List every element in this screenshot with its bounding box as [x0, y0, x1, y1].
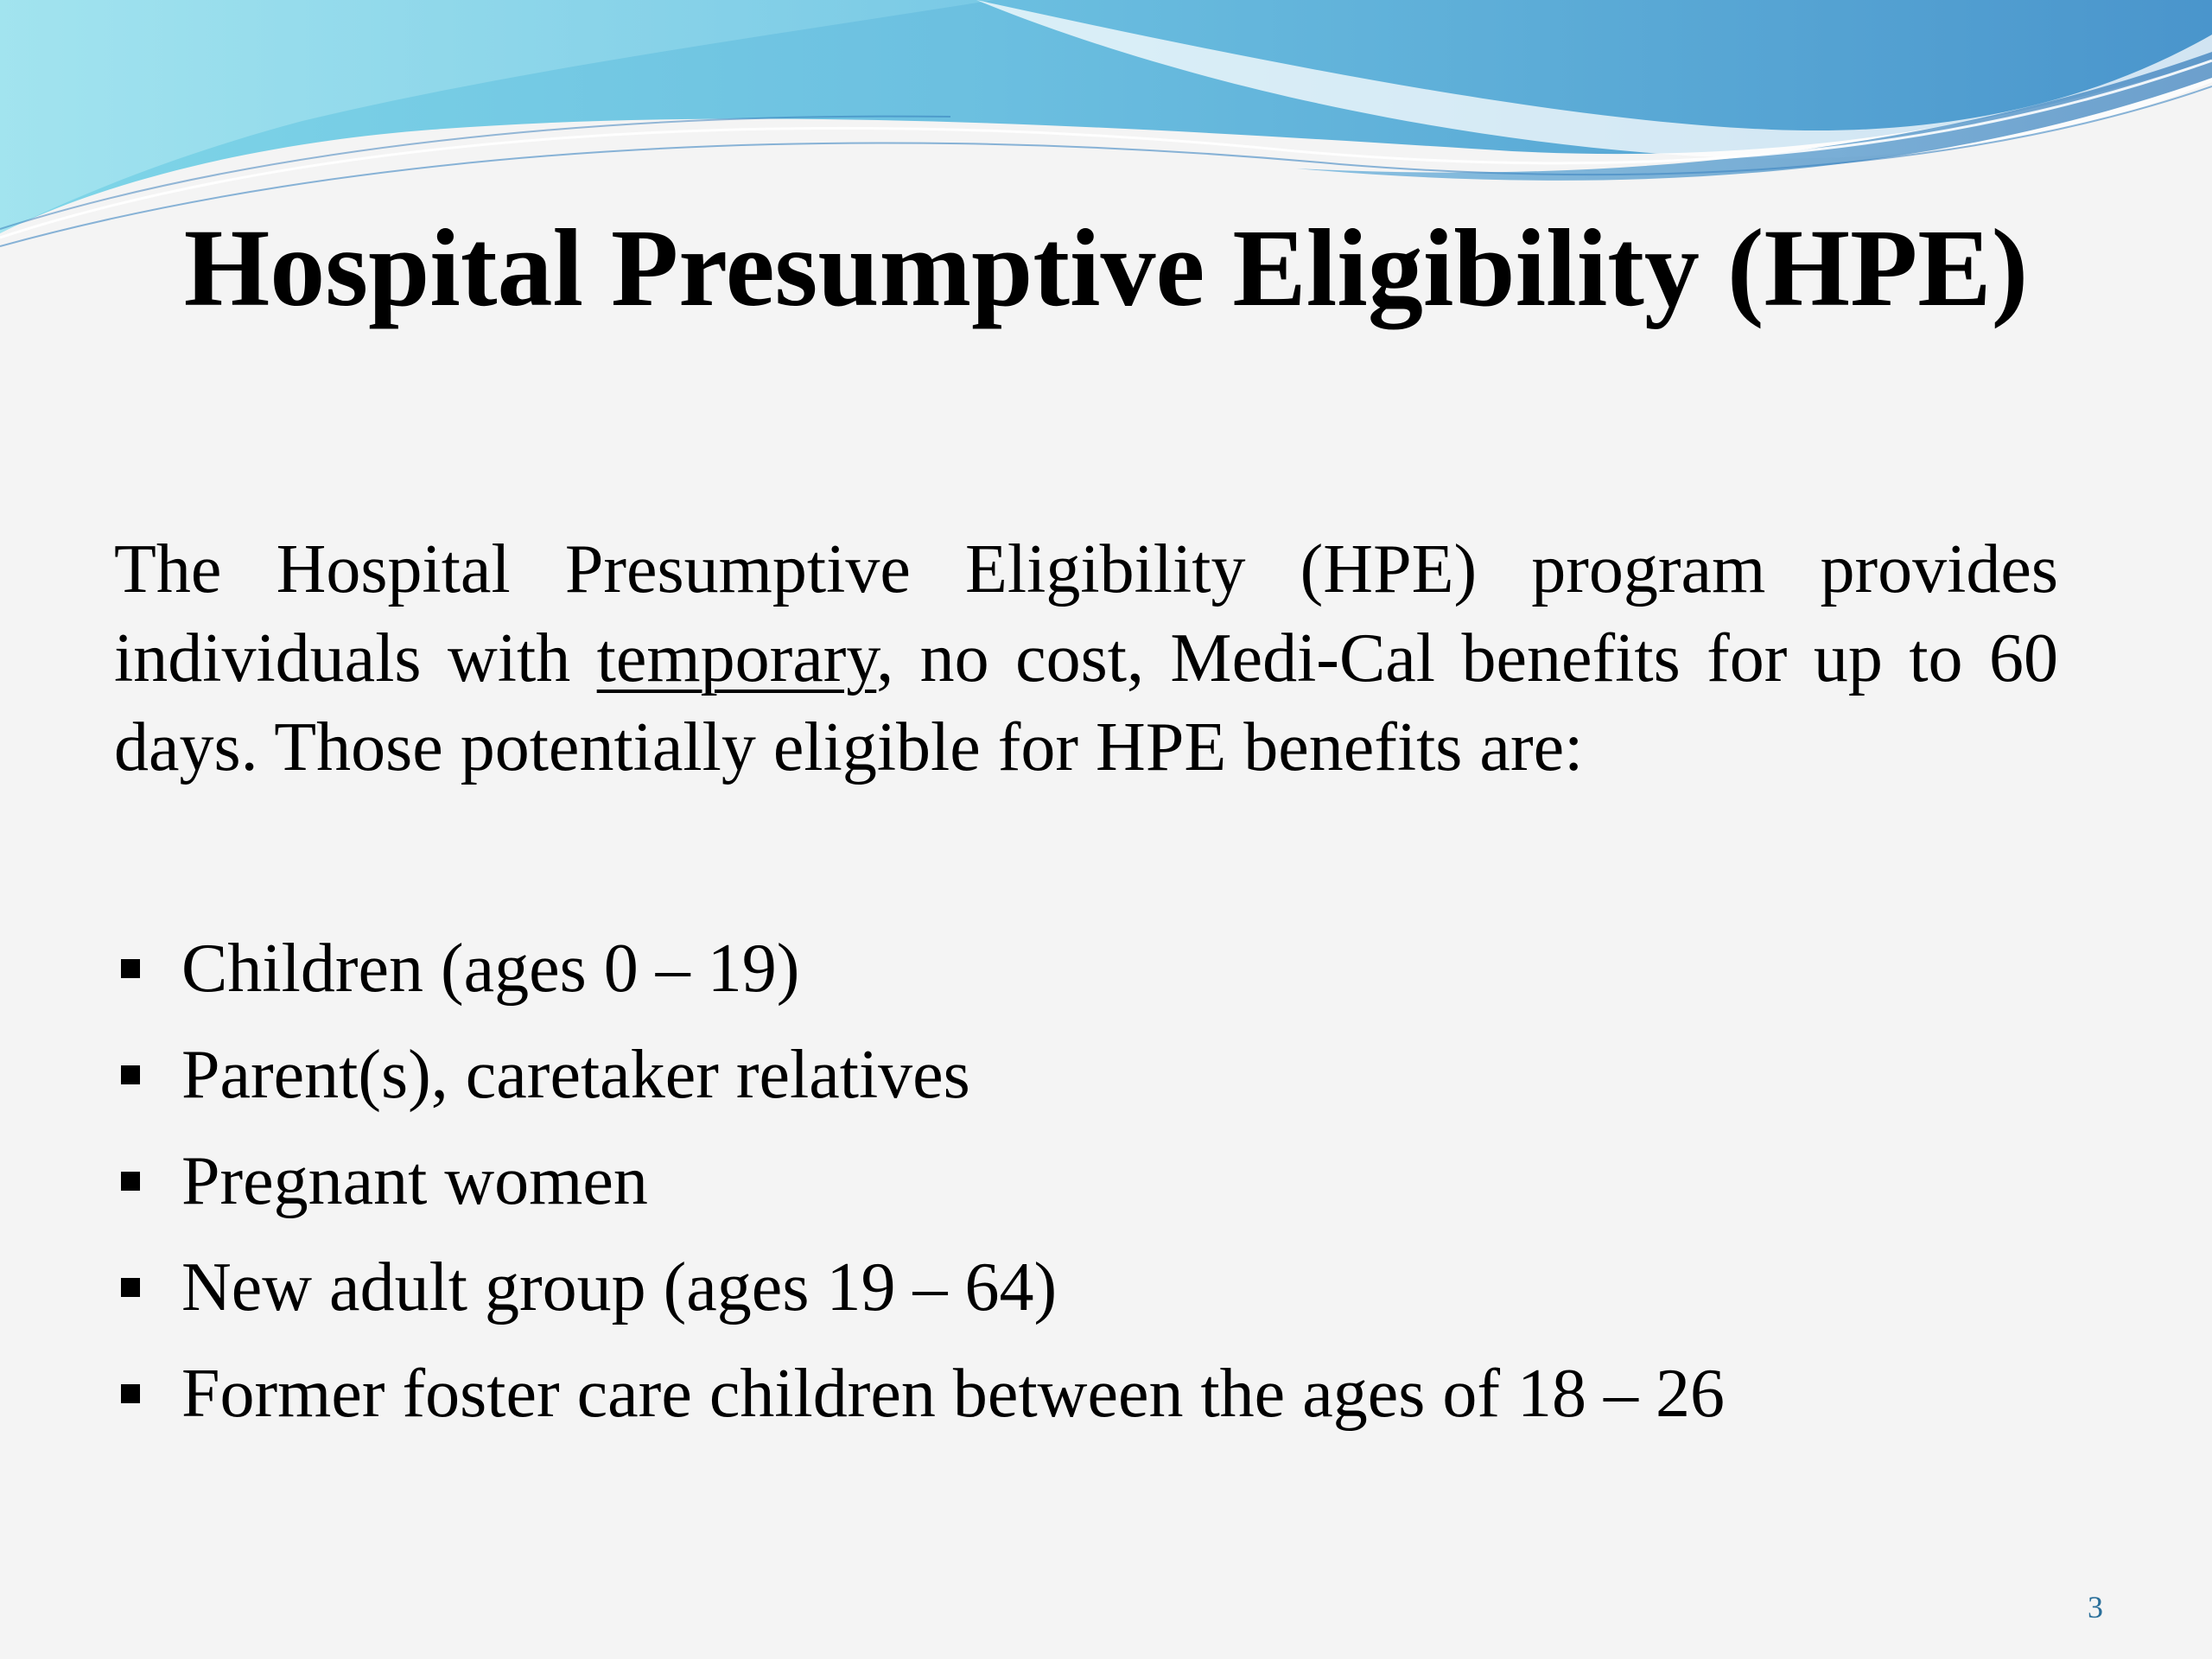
- list-item-text: Parent(s), caretaker relatives: [181, 1037, 970, 1113]
- slide-title: Hospital Presumptive Eligibility (HPE): [183, 207, 2029, 329]
- square-bullet-icon: [121, 1384, 140, 1403]
- eligibility-list: [114, 916, 2101, 1447]
- list-item-text: Children (ages 0 – 19): [181, 931, 800, 1007]
- list-item: [114, 1128, 2101, 1235]
- square-bullet-icon: [121, 1065, 140, 1084]
- square-bullet-icon: [121, 959, 140, 978]
- list-item: [114, 1341, 2101, 1447]
- intro-paragraph: [114, 525, 2058, 792]
- list-item-text: Pregnant women: [181, 1143, 648, 1219]
- list-item-text: Former foster care children between the ages of 18 – 26: [181, 1356, 1725, 1432]
- list-item: [114, 916, 2101, 1022]
- square-bullet-icon: [121, 1172, 140, 1191]
- intro-text-before: The Hospital Presumptive Eligibility (HPE) program provides individuals with: [114, 531, 2058, 696]
- intro-underlined-word: temporary: [596, 620, 877, 696]
- slide-number: 3: [2088, 1590, 2103, 1624]
- square-bullet-icon: [121, 1278, 140, 1297]
- list-item: [114, 1235, 2101, 1341]
- list-item: [114, 1022, 2101, 1128]
- list-item-text: New adult group (ages 19 – 64): [181, 1249, 1058, 1325]
- intro-text-after: , no cost, Medi-Cal benefits for up to 60 days. Those potentially eligible for HPE benefits are:: [114, 620, 2059, 785]
